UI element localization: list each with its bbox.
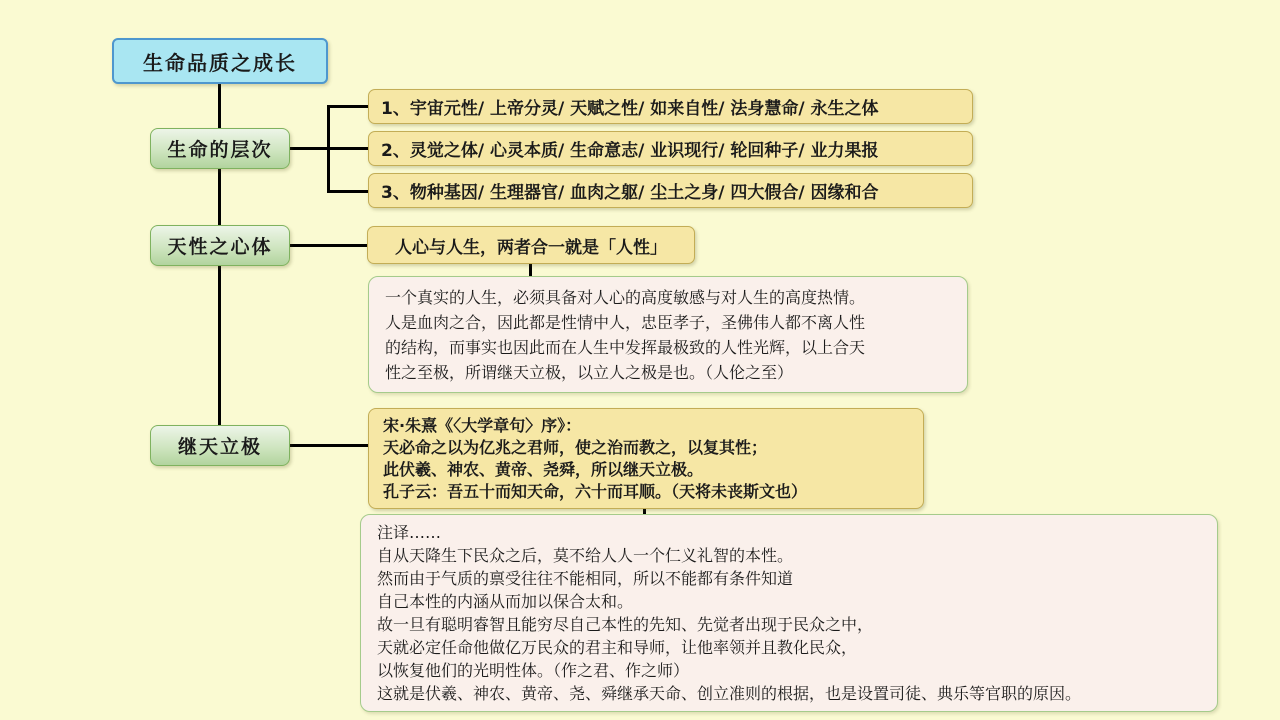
text-line: 孔子云：吾五十而知天命，六十而耳顺。（天将未丧斯文也）	[383, 481, 808, 501]
connector-line	[327, 190, 370, 193]
text-line: 人是血肉之合，因此都是性情中人，忠臣孝子，圣佛伟人都不离人性	[385, 312, 866, 332]
text-line: 以恢复他们的光明性体。（作之君、作之师）	[377, 661, 690, 680]
connector-line	[290, 244, 367, 247]
text-line: 故一旦有聪明睿智且能穷尽自己本性的先知、先觉者出现于民众之中，	[377, 615, 874, 634]
statement-node-human-nature[interactable]: 人心与人生，两者合一就是「人性」	[367, 226, 695, 264]
connector-line	[290, 444, 368, 447]
text-line: 此伏羲、神农、黄帝、尧舜，所以继天立极。	[383, 459, 704, 479]
text-line: 自己本性的内涵从而加以保合太和。	[377, 592, 634, 611]
level-item-2[interactable]: 2、灵觉之体/ 心灵本质/ 生命意志/ 业识现行/ 轮回种子/ 业力果报	[368, 131, 973, 166]
text-line: 性之至极，所谓继天立极，以立人之极是也。（人伦之至）	[385, 362, 794, 382]
level-item-3[interactable]: 3、物种基因/ 生理器官/ 血肉之躯/ 尘土之身/ 四大假合/ 因缘和合	[368, 173, 973, 208]
text-line: 一个真实的人生，必须具备对人心的高度敏感与对人生的高度热情。	[385, 287, 866, 307]
text-line: 的结构，而事实也因此而在人生中发挥最极致的人性光辉，以上合天	[385, 337, 866, 357]
text-line: 这就是伏羲、神农、黄帝、尧、舜继承天命、创立准则的根据，也是设置司徒、典乐等官职的原因。	[377, 684, 1082, 703]
text-line: 注译……	[377, 523, 442, 542]
root-node-title[interactable]: 生命品质之成长	[112, 38, 328, 84]
branch-node-life-levels[interactable]: 生命的层次	[150, 128, 290, 169]
connector-line	[327, 105, 370, 108]
branch-node-jitianliji[interactable]: 继天立极	[150, 425, 290, 466]
text-line: 然而由于气质的禀受往往不能相同，所以不能都有条件知道	[377, 569, 794, 588]
text-line: 自从天降生下民众之后，莫不给人人一个仁义礼智的本性。	[377, 546, 794, 565]
connector-line	[529, 263, 532, 277]
text-line: 宋·朱熹《〈大学章句〉序》：	[383, 415, 582, 435]
level-item-1[interactable]: 1、宇宙元性/ 上帝分灵/ 天赋之性/ 如来自性/ 法身慧命/ 永生之体	[368, 89, 973, 124]
annotation-box-zhuyi[interactable]	[360, 514, 1218, 712]
branch-node-innate-mind[interactable]: 天性之心体	[150, 225, 290, 266]
text-line: 天必命之以为亿兆之君师，使之治而教之，以复其性；	[383, 437, 768, 457]
text-line: 天就必定任命他做亿万民众的君主和导师，让他率领并且教化民众，	[377, 638, 858, 657]
note-box-human-nature[interactable]	[368, 276, 968, 393]
quote-box-zhuxi[interactable]	[368, 408, 924, 509]
connector-line	[327, 105, 330, 193]
